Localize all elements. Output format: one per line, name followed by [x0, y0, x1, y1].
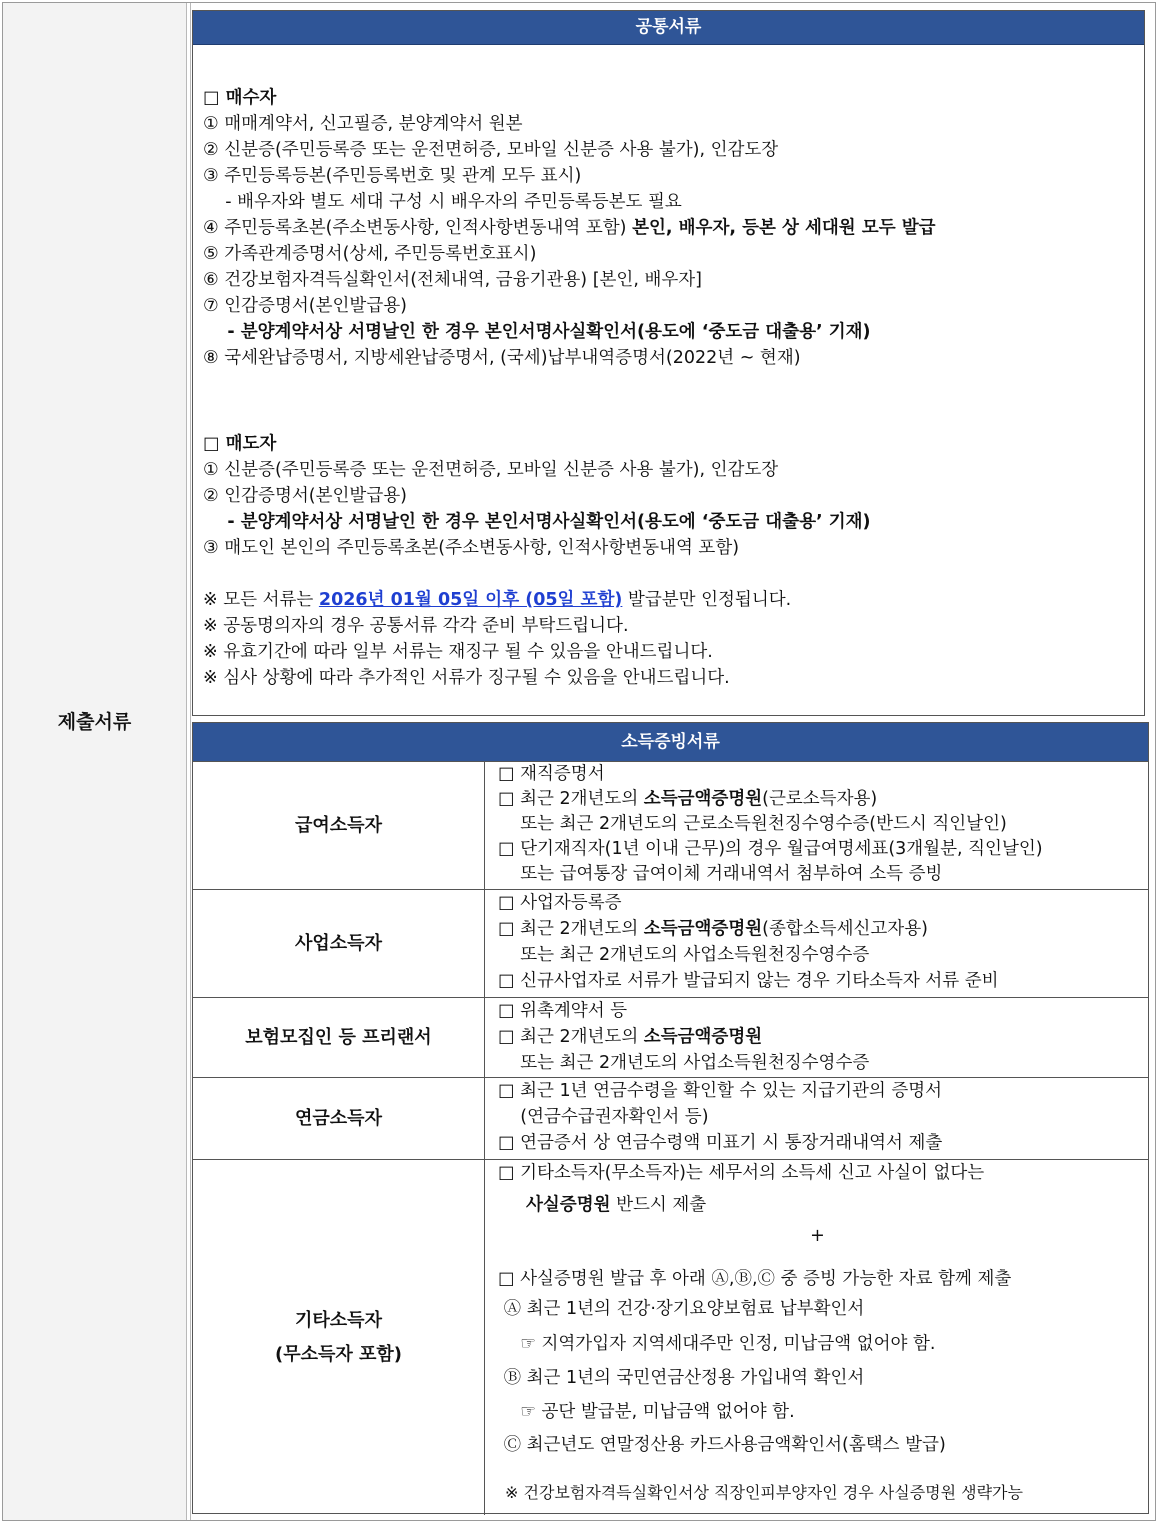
buyer-item: - 배우자와 별도 세대 구성 시 배우자의 주민등록등본도 필요: [203, 192, 682, 212]
list-item-emphasis: 소득금액증명원: [643, 789, 763, 809]
row-label-line: (무소득자 포함): [274, 1343, 403, 1365]
column-divider: [186, 3, 191, 1520]
list-item: ☞ 공단 발급분, 미납금액 없어야 함.: [498, 1402, 795, 1422]
row-label: 급여소득자: [193, 762, 485, 889]
seller-heading: □ 매도자: [203, 434, 277, 454]
list-item: □ 연금증서 상 연금수령액 미표기 시 통장거래내역서 제출: [498, 1133, 943, 1153]
table-row: [193, 889, 1148, 997]
list-item-emphasis: 소득금액증명원: [643, 919, 763, 939]
list-item: □ 사업자등록증: [498, 893, 622, 913]
list-item: □ 신규사업자로 서류가 발급되지 않는 경우 기타소득자 서류 준비: [498, 971, 999, 991]
list-item: Ⓑ 최근 1년의 국민연금산정용 가입내역 확인서: [498, 1368, 865, 1388]
list-item: □ 사실증명원 발급 후 아래 Ⓐ,Ⓑ,Ⓒ 중 증빙 가능한 자료 함께 제출: [498, 1269, 1012, 1289]
list-item: □ 기타소득자(무소득자)는 세무서의 소득세 신고 사실이 없다는: [498, 1163, 985, 1183]
list-item-text: □ 최근 2개년도의: [498, 919, 644, 939]
list-item: □ 재직증명서: [498, 764, 605, 784]
footnote: ※ 건강보험자격득실확인서상 직장인피부양자인 경우 사실증명원 생략가능: [505, 1483, 1023, 1502]
seller-item-emphasis: - 분양계약서상 서명날인 한 경우 본인서명사실확인서(용도에 ‘중도금 대출용’ 기재): [203, 512, 871, 532]
buyer-item-text: ④ 주민등록초본(주소변동사항, 인적사항변동내역 포함): [203, 218, 633, 238]
list-item: [498, 917, 928, 942]
notice-line: ※ 공동명의자의 경우 공통서류 각각 준비 부탁드립니다.: [203, 616, 629, 636]
row-content: [485, 762, 1148, 889]
list-item: □ 단기재직자(1년 이내 근무)의 경우 월급여명세표(3개월분, 직인날인): [498, 839, 1043, 859]
list-item: 또는 최근 2개년도의 사업소득원천징수영수증: [498, 945, 870, 965]
buyer-item: [203, 215, 936, 241]
list-item-text: (근로소득자용): [762, 789, 878, 809]
row-content: [485, 1160, 1148, 1515]
notice-line: ※ 유효기간에 따라 일부 서류는 재징구 될 수 있음을 안내드립니다.: [203, 642, 713, 662]
buyer-item: ⑧ 국세완납증명서, 지방세완납증명서, (국세)납부내역증명서(2022년 ~ 현재): [203, 348, 801, 368]
plus-sign: +: [810, 1226, 825, 1246]
list-item: □ 최근 1년 연금수령을 확인할 수 있는 지급기관의 증명서: [498, 1081, 943, 1101]
list-item: 또는 최근 2개년도의 사업소득원천징수영수증: [498, 1053, 870, 1073]
seller-item: ② 인감증명서(본인발급용): [203, 486, 407, 506]
list-item: Ⓒ 최근년도 연말정산용 카드사용금액확인서(홈택스 발급): [498, 1435, 946, 1455]
list-item-emphasis: 소득금액증명원: [643, 1027, 763, 1047]
buyer-item-emphasis: - 분양계약서상 서명날인 한 경우 본인서명사실확인서(용도에 ‘중도금 대출용’ 기재): [203, 322, 871, 342]
buyer-heading: □ 매수자: [203, 88, 277, 108]
list-item: 또는 최근 2개년도의 근로소득원천징수영수증(반드시 직인날인): [498, 814, 1007, 834]
buyer-item: ③ 주민등록등본(주민등록번호 및 관계 모두 표시): [203, 166, 582, 186]
buyer-item: ⑤ 가족관계증명서(상세, 주민등록번호표시): [203, 244, 537, 264]
list-item: [498, 787, 877, 812]
list-item-text: (종합소득세신고자용): [762, 919, 928, 939]
table-row: [193, 761, 1148, 889]
left-label-column: [3, 3, 187, 1520]
notice-line: [203, 587, 791, 613]
list-item-emphasis: 사실증명원: [526, 1195, 611, 1215]
row-label: 사업소득자: [193, 890, 485, 997]
list-item: ☞ 지역가입자 지역세대주만 인정, 미납금액 없어야 함.: [498, 1334, 936, 1354]
row-content: [485, 998, 1148, 1077]
list-item: [498, 1025, 762, 1050]
notice-line: ※ 심사 상황에 따라 추가적인 서류가 징구될 수 있음을 안내드립니다.: [203, 668, 730, 688]
buyer-item: ② 신분증(주민등록증 또는 운전면허증, 모바일 신분증 사용 불가), 인감도장: [203, 140, 779, 160]
issue-date-link[interactable]: 2026년 01월 05일 이후 (05일 포함): [318, 590, 623, 610]
row-label: 보험모집인 등 프리랜서: [193, 998, 485, 1077]
income-documents-header: 소득증빙서류: [193, 723, 1148, 762]
row-content: [485, 1078, 1148, 1159]
table-row: [193, 1159, 1148, 1515]
list-item-text: □ 최근 2개년도의: [498, 1027, 644, 1047]
table-row: [193, 1077, 1148, 1159]
buyer-item: ⑥ 건강보험자격득실확인서(전체내역, 금융기관용) [본인, 배우자]: [203, 270, 702, 290]
buyer-item: ⑦ 인감증명서(본인발급용): [203, 296, 407, 316]
table-row: [193, 997, 1148, 1077]
list-item-text: □ 최근 2개년도의: [498, 789, 644, 809]
common-documents-box: [192, 10, 1145, 716]
common-documents-header: 공통서류: [193, 11, 1144, 45]
list-item-text: 반드시 제출: [610, 1195, 707, 1215]
row-label: [193, 1160, 485, 1515]
list-item: (연금수급권자확인서 등): [498, 1107, 709, 1127]
row-label: 연금소득자: [193, 1078, 485, 1159]
list-item: □ 위촉계약서 등: [498, 1001, 628, 1021]
seller-item: ① 신분증(주민등록증 또는 운전면허증, 모바일 신분증 사용 불가), 인감도장: [203, 460, 779, 480]
row-content: [485, 890, 1148, 997]
income-documents-box: [192, 722, 1149, 1514]
row-label-line: 기타소득자: [295, 1309, 382, 1331]
section-label: 제출서류: [57, 711, 132, 733]
list-item: 또는 급여통장 급여이체 거래내역서 첨부하여 소득 증빙: [498, 864, 943, 884]
notice-text: 발급분만 인정됩니다.: [622, 590, 792, 610]
notice-text: ※ 모든 서류는: [203, 590, 319, 610]
buyer-item: ① 매매계약서, 신고필증, 분양계약서 원본: [203, 114, 523, 134]
list-item: Ⓐ 최근 1년의 건강·장기요양보험료 납부확인서: [498, 1299, 865, 1319]
buyer-item-emphasis: 본인, 배우자, 등본 상 세대원 모두 발급: [632, 218, 936, 238]
list-item: [526, 1193, 706, 1218]
seller-item: ③ 매도인 본인의 주민등록초본(주소변동사항, 인적사항변동내역 포함): [203, 538, 740, 558]
